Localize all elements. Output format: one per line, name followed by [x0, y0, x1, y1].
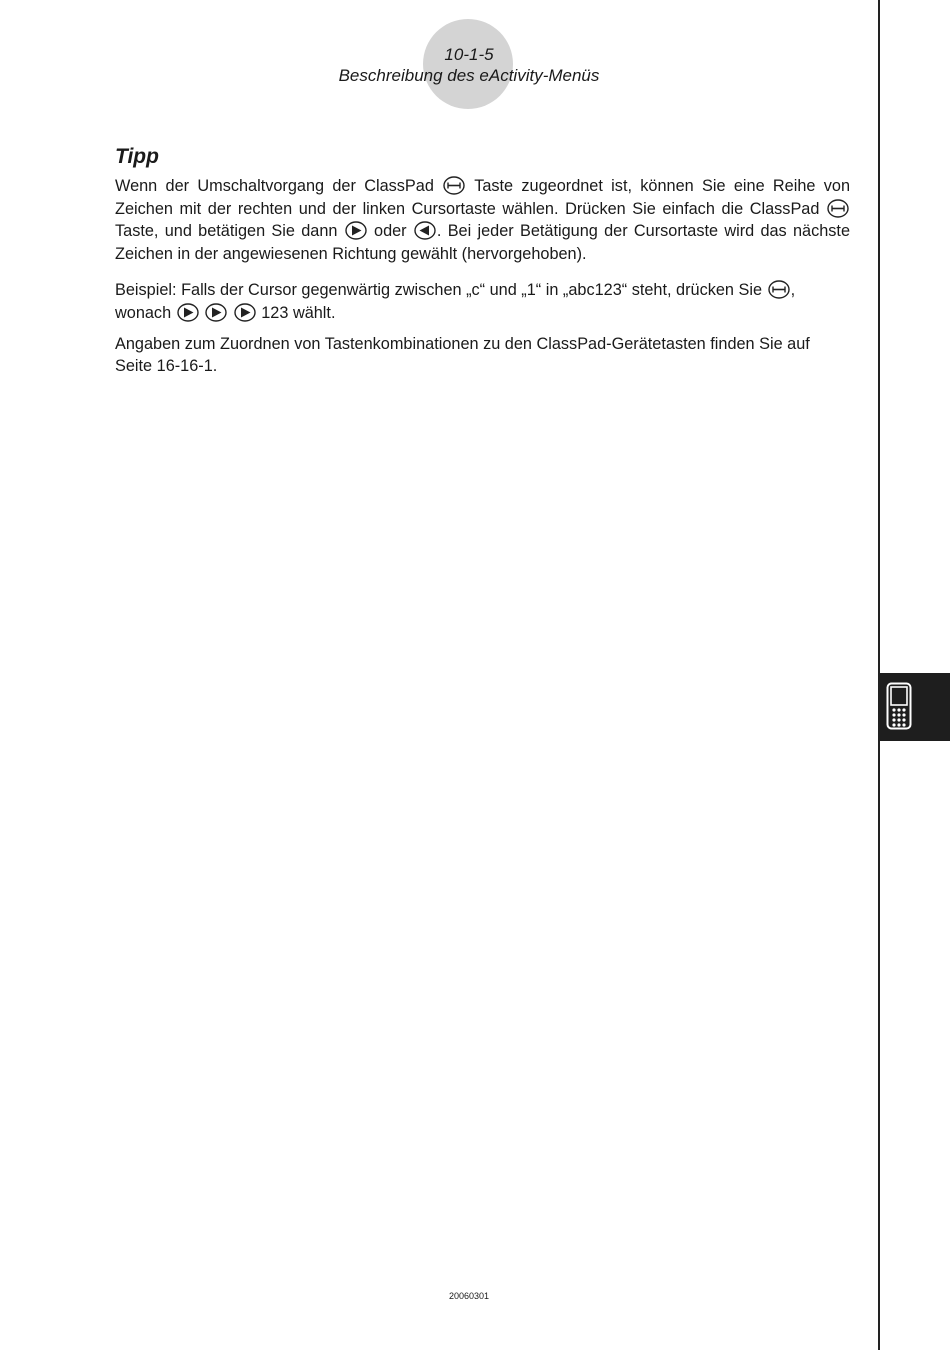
tip-section — [115, 143, 850, 386]
text-span: oder — [374, 222, 407, 241]
cursor-right-key-icon — [177, 303, 199, 322]
cursor-right-key-icon — [345, 221, 367, 240]
text-span: 123 wählt. — [261, 303, 336, 322]
tip-paragraph-1 — [115, 175, 850, 265]
cursor-left-key-icon — [414, 221, 436, 240]
text-span: , — [790, 281, 796, 300]
text-span: . Bei jeder Betätigung der Cursortaste wird das nächste Zeichen in der angewiesenen Richtung gewählt (hervorgehoben). — [115, 222, 850, 263]
shift-key-icon — [443, 176, 465, 195]
tip-heading: Tipp — [115, 145, 159, 168]
text-span: wonach — [115, 303, 172, 322]
tip-paragraph-3: Angaben zum Zuordnen von Tastenkombinationen zu den ClassPad-Gerätetasten finden Sie auf Seite 16-16-1. — [115, 334, 810, 376]
footer-code: 20060301 — [448, 1291, 490, 1301]
text-span: Taste zugeordnet ist, können Sie eine Reihe von Zeichen mit der rechten und der linken Cursortaste wählen. Drücken Sie einfach die ClassPad — [115, 177, 851, 218]
section-title: Beschreibung des eActivity-Menüs — [338, 66, 600, 85]
cursor-right-key-icon — [234, 303, 256, 322]
text-span: Beispiel: Falls der Cursor gegenwärtig zwischen „c“ und „1“ in „abc123“ steht, drücken Sie — [115, 281, 763, 300]
page-header — [0, 44, 938, 86]
classpad-device-icon — [886, 682, 912, 730]
shift-key-icon — [768, 280, 790, 299]
shift-key-icon — [827, 199, 849, 218]
text-span: Taste, und betätigen Sie dann — [115, 222, 338, 241]
page-number: 10-1-5 — [444, 45, 494, 64]
tip-paragraph-2 — [115, 279, 850, 324]
chapter-tab — [880, 673, 950, 741]
text-span: Wenn der Umschaltvorgang der ClassPad — [115, 177, 434, 195]
cursor-right-key-icon — [205, 303, 227, 322]
